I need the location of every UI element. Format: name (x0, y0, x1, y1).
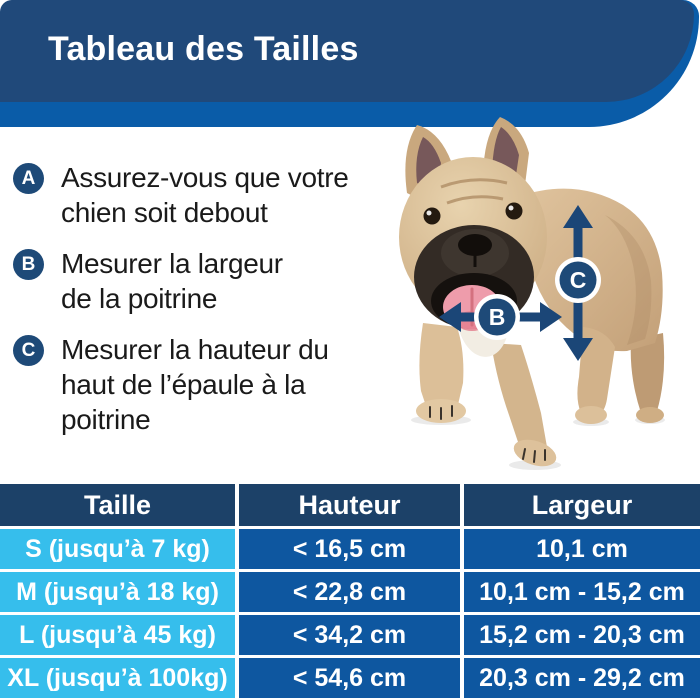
row-l-largeur: 15,2 cm - 20,3 cm (464, 615, 700, 655)
dog-eye-right (506, 203, 523, 220)
page-title: Tableau des Tailles (48, 30, 359, 68)
instruction-b-line-2: de la poitrine (61, 283, 218, 314)
badge-c: C (13, 335, 44, 366)
dog-hind-paw-far (636, 407, 664, 423)
size-table (0, 484, 700, 698)
row-xl-taille: XL (jusqu’à 100kg) (0, 658, 235, 698)
instruction-c-line-3: poitrine (61, 404, 151, 435)
badge-a: A (13, 163, 44, 194)
row-s-hauteur: < 16,5 cm (239, 529, 460, 569)
measure-b-label: B (488, 304, 506, 330)
dog-measurement-diagram (395, 115, 700, 480)
row-m-hauteur: < 22,8 cm (239, 572, 460, 612)
measure-c-label: C (569, 267, 587, 293)
row-s-taille: S (jusqu’à 7 kg) (0, 529, 235, 569)
col-header-largeur: Largeur (464, 484, 700, 526)
row-m-taille: M (jusqu’à 18 kg) (0, 572, 235, 612)
row-m-largeur: 10,1 cm - 15,2 cm (464, 572, 700, 612)
dog-eye-left-glint (427, 211, 432, 216)
instruction-b (13, 246, 413, 316)
instruction-c-line-1: Mesurer la hauteur du (61, 334, 329, 365)
col-header-taille: Taille (0, 484, 235, 526)
dog-hind-paw-near (575, 406, 607, 424)
col-header-hauteur: Hauteur (239, 484, 460, 526)
instruction-a-line-2: chien soit debout (61, 197, 268, 228)
instruction-c (13, 332, 413, 437)
instruction-c-text (61, 332, 329, 437)
dog-eye-left (424, 208, 441, 225)
instruction-b-text (61, 246, 283, 316)
french-bulldog-image (395, 115, 700, 480)
instruction-b-line-1: Mesurer la largeur (61, 248, 283, 279)
dog-front-leg-left (419, 323, 463, 412)
instruction-a (13, 160, 413, 230)
row-l-taille: L (jusqu’à 45 kg) (0, 615, 235, 655)
dog-eye-right-glint (509, 206, 514, 211)
row-s-largeur: 10,1 cm (464, 529, 700, 569)
row-xl-hauteur: < 54,6 cm (239, 658, 460, 698)
measurement-instructions (13, 160, 413, 437)
dog-front-leg-right (491, 343, 547, 451)
instruction-a-line-1: Assurez-vous que votre (61, 162, 349, 193)
dog-nose (458, 234, 492, 256)
instruction-c-line-2: haut de l’épaule à la (61, 369, 306, 400)
instruction-a-text (61, 160, 349, 230)
row-l-hauteur: < 34,2 cm (239, 615, 460, 655)
badge-b: B (13, 249, 44, 280)
row-xl-largeur: 20,3 cm - 29,2 cm (464, 658, 700, 698)
